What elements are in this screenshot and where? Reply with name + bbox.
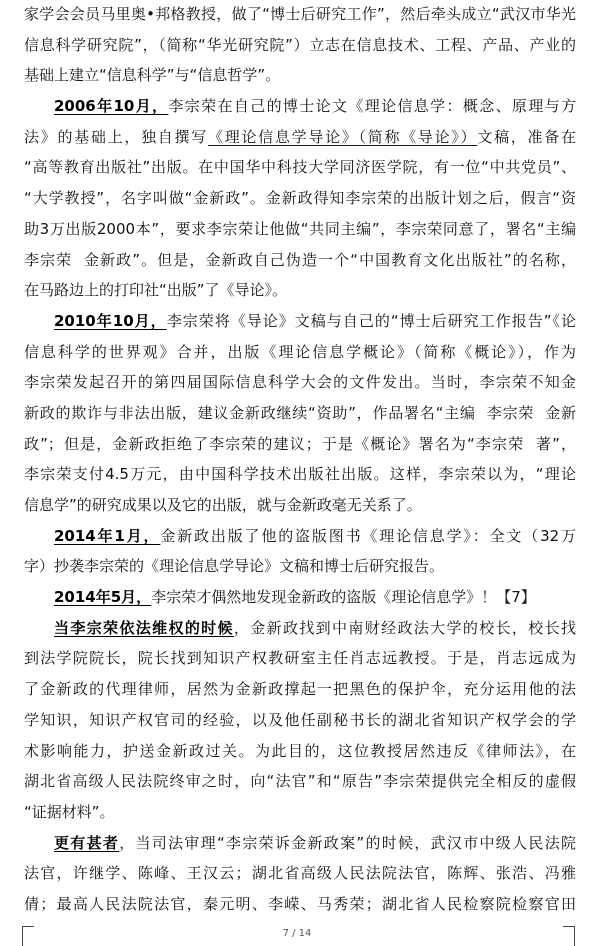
text-segment: 到法学院院长，院长找到知识产权教研室主任肖志远教授。于是，肖志远成为: [24, 649, 576, 668]
text-segment: 金新政出版了他的盗版图书《理论信息学》：全文（32万: [160, 526, 576, 545]
paragraph: [24, 0, 576, 91]
text-line: [24, 429, 576, 460]
text-segment: 文稿，准备在: [477, 127, 576, 146]
emphasis-phrase: 2006年10月，: [54, 97, 169, 116]
text-segment: 李宗荣发起召开的第四届国际信息科学大会的文件发出。当时，李宗荣不知金: [24, 373, 576, 392]
text-segment: 了金新政的代理律师，居然为金新政撑起一把黑色的保护伞，充分运用他的法: [24, 680, 576, 699]
document-body: [24, 0, 576, 920]
paragraph: [24, 521, 576, 582]
paragraph: [24, 582, 576, 613]
text-line: [24, 398, 576, 429]
text-segment: 倩；最高人民法院法官，秦元明、李嵘、马秀荣；湖北省人民检察院检察官田: [24, 894, 576, 913]
text-line: [24, 521, 576, 552]
paragraph: [24, 306, 576, 521]
text-segment: 信息科学研究院”，（简称“华光研究院”）立志在信息技术、工程、产品、产业的: [24, 35, 576, 54]
text-line: [24, 60, 576, 91]
text-line: [24, 183, 576, 214]
paragraph: [24, 91, 576, 306]
crop-mark-right: [563, 926, 575, 946]
text-segment: 学知识，知识产权官司的经验，以及他任副秘书长的湖北省知识产权学会的学: [24, 710, 576, 729]
text-segment: 李宗荣 金新政”。但是，金新政自己伪造一个“中国教育文化出版社”的名称，: [24, 250, 576, 269]
text-line: [24, 214, 576, 245]
text-line: [24, 245, 576, 276]
text-line: [24, 337, 576, 368]
underlined-text: 《理论信息学导论》（简称《导论》）: [208, 127, 478, 146]
page-number: 7 / 14: [282, 928, 312, 939]
paragraph: [24, 828, 576, 920]
text-line: [24, 582, 576, 613]
text-line: [24, 766, 576, 797]
text-line: [24, 122, 576, 153]
text-segment: 李宗荣支付4.5万元，由中国科学技术出版社出版。这样，李宗荣以为，“理论: [24, 465, 576, 484]
text-line: [24, 306, 576, 337]
text-segment: 助3万出版2000本”，要求李宗荣让他做“共同主编”，李宗荣同意了，署名“主编: [24, 219, 576, 238]
emphasis-phrase: 更有甚者: [54, 833, 120, 852]
text-segment: “高等教育出版社”出版。在中国华中科技大学同济医学院，有一位“中共党员”、: [24, 158, 576, 177]
text-segment: 家学会会员马里奥•邦格教授，做了“博士后研究工作”，然后牵头成立“武汉市华光: [24, 5, 576, 23]
emphasis-phrase: 2010年10月，: [54, 311, 167, 330]
emphasis-phrase: 2014年1月，: [54, 526, 161, 545]
text-line: [24, 152, 576, 183]
text-segment: 法》的基础上，独自撰写: [24, 127, 208, 146]
text-segment: “大学教授”，名字叫做“金新政”。金新政得知李宗荣的出版计划之后，假言“资: [24, 189, 576, 208]
text-line: [24, 367, 576, 398]
text-line: [24, 797, 576, 828]
text-line: [24, 551, 576, 582]
text-line: [24, 643, 576, 674]
text-line: [24, 828, 576, 859]
text-segment: 在马路边上的打印社“出版”了《导论》。: [24, 281, 288, 300]
text-line: [24, 459, 576, 490]
text-segment: 信息学”的研究成果以及它的出版，就与金新政毫无关系了。: [24, 496, 422, 514]
text-segment: 李宗荣在自己的博士论文《理论信息学：概念、原理与方: [168, 97, 576, 116]
text-segment: 李宗荣将《导论》文稿与自己的“博士后研究工作报告”《论: [166, 311, 576, 330]
text-line: [24, 858, 576, 889]
text-line: [24, 30, 576, 61]
text-segment: 新政的欺诈与非法出版，建议金新政继续“资助”，作品署名“主编 李宗荣 金新: [24, 403, 576, 422]
text-line: [24, 275, 576, 306]
text-segment: ，当司法审理“李宗荣诉金新政案”的时候，武汉市中级人民法院: [119, 833, 576, 852]
text-segment: ，金新政找到中南财经政法大学的校长，校长找: [233, 618, 576, 637]
text-line: [24, 91, 576, 122]
text-line: [24, 490, 576, 521]
paragraph: [24, 613, 576, 828]
emphasis-phrase: 当李宗荣依法维权的时候: [54, 618, 234, 637]
text-segment: 湖北省高级人民法院终审之时，向“法官”和“原告”李宗荣提供完全相反的虚假: [24, 772, 576, 791]
text-line: [24, 705, 576, 736]
crop-mark-left: [22, 926, 34, 946]
text-line: [24, 0, 576, 30]
text-segment: 政”；但是，金新政拒绝了李宗荣的建议；于是《概论》署名为“李宗荣 著”，: [24, 434, 576, 453]
text-segment: 法官，许继学、陈峰、王汉云；湖北省高级人民法院法官，陈辉、张浩、冯雅: [24, 864, 576, 883]
text-line: [24, 613, 576, 644]
text-segment: 信息科学的世界观》合并，出版《理论信息学概论》（简称《概论》），作为: [24, 342, 576, 361]
text-segment: “证据材料”。: [24, 802, 115, 821]
text-line: [24, 736, 576, 767]
text-segment: 字）抄袭李宗荣的《理论信息学导论》文稿和博士后研究报告。: [24, 557, 445, 576]
text-line: [24, 674, 576, 705]
text-segment: 基础上建立“信息科学”与“信息哲学”。: [24, 66, 281, 85]
text-segment: 术影响能力，护送金新政过关。为此目的，这位教授居然违反《律师法》，在: [24, 741, 576, 760]
text-segment: 李宗荣才偶然地发现金新政的盗版《理论信息学》！【7】: [151, 588, 536, 607]
text-line: [24, 889, 576, 920]
emphasis-phrase: 2014年5月，: [54, 588, 152, 607]
